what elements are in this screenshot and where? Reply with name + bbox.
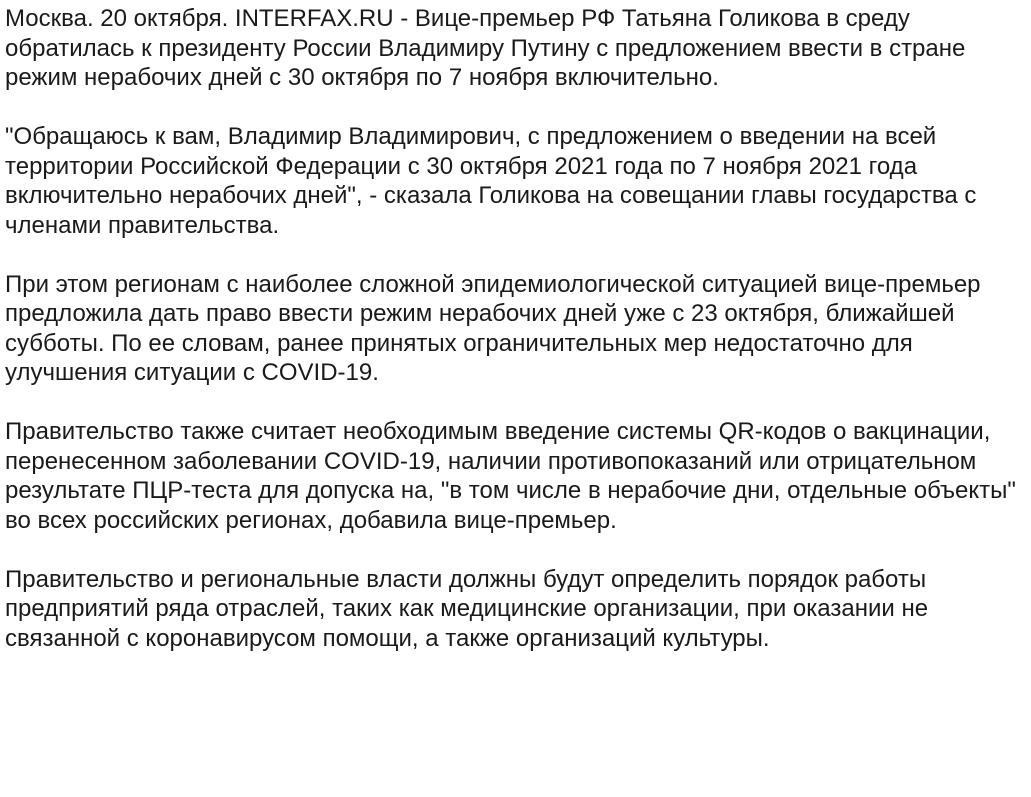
article-paragraph-regions: При этом регионам с наиболее сложной эпидемиологической ситуацией вице-премьер предложила дать право ввести режим нерабочих дней уже с 23 октября, ближайшей субботы. По ее словам, ранее принятых ограничительных мер недостаточно для улучшения ситуации с COVID-19. xyxy=(5,270,981,386)
article-paragraph-industries: Правительство и региональные власти должны будут определить порядок работы предприятий ряда отраслей, таких как медицинские организации, при оказании не связанной с коронавирусом помощи, а также организаций культуры. xyxy=(5,565,929,652)
article-paragraph-qr-codes: Правительство также считает необходимым введение системы QR-кодов о вакцинации, перенесенном заболевании COVID-19, наличии противопоказаний или отрицательном результате ПЦР-теста для допуска на, "в том числе в нерабочие дни, отдельные объекты" во всех российских регионах, добавила вице-премьер. xyxy=(5,418,1016,534)
article-paragraph-quote: "Обращаюсь к вам, Владимир Владимирович, с предложением о введении на всей территории Российской Федерации с 30 октября 2021 года по 7 ноября 2021 года включительно нерабочих дней", - сказала Голикова на совещании главы государства с членами правительства. xyxy=(5,123,977,239)
article-paragraph-lead: Москва. 20 октября. INTERFAX.RU - Вице-премьер РФ Татьяна Голикова в среду обратилась к президенту России Владимиру Путину с предложением ввести в стране режим нерабочих дней с 30 октября по 7 ноября включительно. xyxy=(5,5,966,91)
